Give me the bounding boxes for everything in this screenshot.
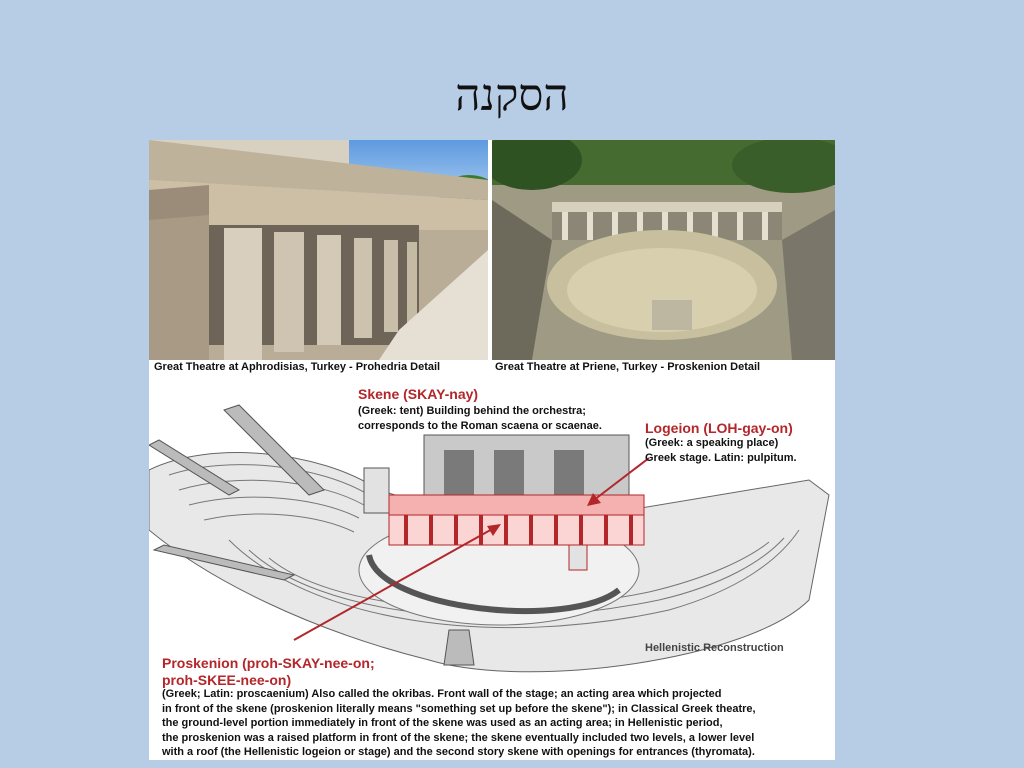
proskenion-description [162, 687, 830, 760]
skene-description-line1: (Greek: tent) Building behind the orchestra; [358, 405, 586, 417]
skene-title: Skene (SKAY-nay) [358, 386, 479, 402]
aphrodisias-photo [149, 140, 488, 360]
priene-photo [492, 140, 835, 360]
proskenion-title [162, 655, 562, 689]
logeion-description-line1: (Greek: a speaking place) [645, 437, 779, 449]
slide-title: הסקנה [455, 70, 569, 121]
proskenion-body-line: (Greek; Latin: proscaenium) Also called the okribas. Front wall of the stage; an acting area which projected [162, 688, 722, 700]
skene-description-line2: corresponds to the Roman scaena or scaenae. [358, 420, 602, 432]
proskenion-body-line: the proskenion was a raised platform in front of the skene; the skene eventually included two levels, a lower level [162, 731, 755, 744]
right-photo-caption: Great Theatre at Priene, Turkey - Proskenion Detail [495, 361, 761, 373]
proskenion-title-line1: Proskenion (proh-SKAY-nee-on; [162, 655, 375, 671]
proskenion-body-line: with a roof (the Hellenistic logeion or stage) and the second story skene with openings for entrances (thyromata). [162, 746, 755, 759]
proskenion-title-line2: proh-SKEE-nee-on) [162, 672, 292, 688]
left-photo-caption: Great Theatre at Aphrodisias, Turkey - Prohedria Detail [154, 361, 441, 373]
proskenion-body-line: in front of the skene (proskenion literally means "something set up before the skene"); in Classical Greek theatre, [162, 702, 756, 715]
reconstruction-label: Hellenistic Reconstruction [645, 642, 784, 654]
logeion-title: Logeion (LOH-gay-on) [645, 420, 793, 436]
logeion-description-line2: Greek stage. Latin: pulpitum. [645, 452, 797, 464]
theatre-figure [149, 140, 835, 760]
proskenion-body-line: the ground-level portion immediately in front of the skene was used as an acting area; in Hellenistic period, [162, 717, 723, 730]
